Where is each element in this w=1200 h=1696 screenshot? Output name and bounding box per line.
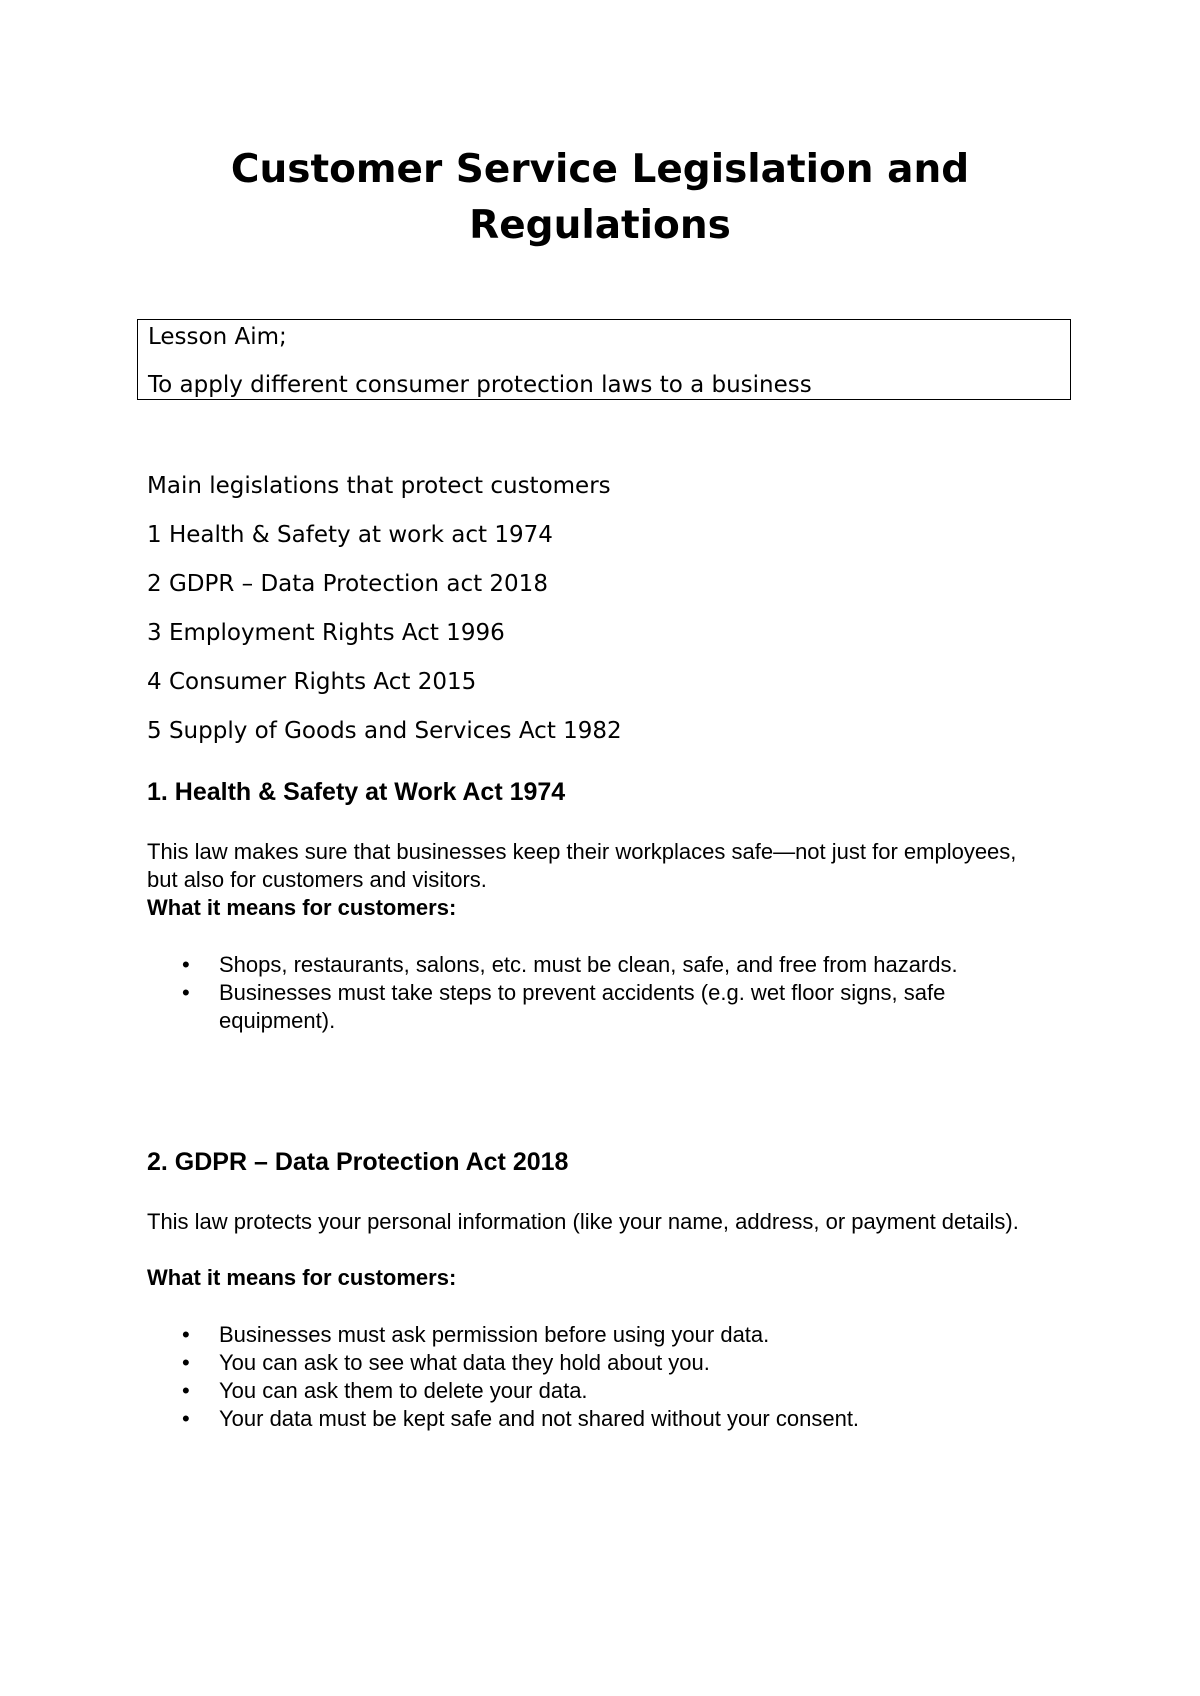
list-item: 5 Supply of Goods and Services Act 1982 [147,718,622,744]
document-title: Customer Service Legislation and Regulations [230,147,970,248]
section-heading-gdpr: 2. GDPR – Data Protection Act 2018 [147,1148,569,1176]
list-item: 2 GDPR – Data Protection act 2018 [147,571,548,597]
lesson-aim-text: To apply different consumer protection laws to a business [148,372,812,398]
main-legislation-list [147,470,622,764]
bullet-icon: • [182,980,190,1005]
list-item [147,979,1067,1035]
bullet-text: Businesses must take steps to prevent accidents (e.g. wet floor signs, safe equipment). [219,980,946,1033]
means-label-gdpr: What it means for customers: [147,1265,457,1290]
bullet-text: Businesses must ask permission before using your data. [219,1322,770,1347]
lesson-aim-box [137,319,1071,400]
list-item [147,951,1067,979]
section-heading-health-safety: 1. Health & Safety at Work Act 1974 [147,778,566,806]
bullet-icon: • [182,1350,190,1375]
list-item: 4 Consumer Rights Act 2015 [147,669,477,695]
bullet-icon: • [182,1322,190,1347]
bullet-text: Your data must be kept safe and not shared without your consent. [219,1406,860,1431]
bullet-list-health-safety [147,951,1067,1035]
list-item: 1 Health & Safety at work act 1974 [147,522,553,548]
list-item: 3 Employment Rights Act 1996 [147,620,505,646]
list-item [147,1349,1067,1377]
section-paragraph-gdpr: This law protects your personal information (like your name, address, or payment details). [147,1209,1019,1234]
bullet-icon: • [182,1378,190,1403]
list-item [147,1321,1067,1349]
section-paragraph-health-safety: This law makes sure that businesses keep their workplaces safe—not just for employees, but also for customers and visitors. [147,839,1017,892]
bullet-icon: • [182,1406,190,1431]
list-item [147,1405,1067,1433]
bullet-list-gdpr [147,1321,1067,1433]
bullet-text: You can ask them to delete your data. [219,1378,588,1403]
lesson-aim-label: Lesson Aim; [148,324,287,350]
bullet-text: You can ask to see what data they hold about you. [219,1350,710,1375]
bullet-icon: • [182,952,190,977]
means-label-health-safety: What it means for customers: [147,895,457,920]
list-item [147,1377,1067,1405]
bullet-text: Shops, restaurants, salons, etc. must be clean, safe, and free from hazards. [219,952,958,977]
main-list-heading: Main legislations that protect customers [147,473,611,499]
